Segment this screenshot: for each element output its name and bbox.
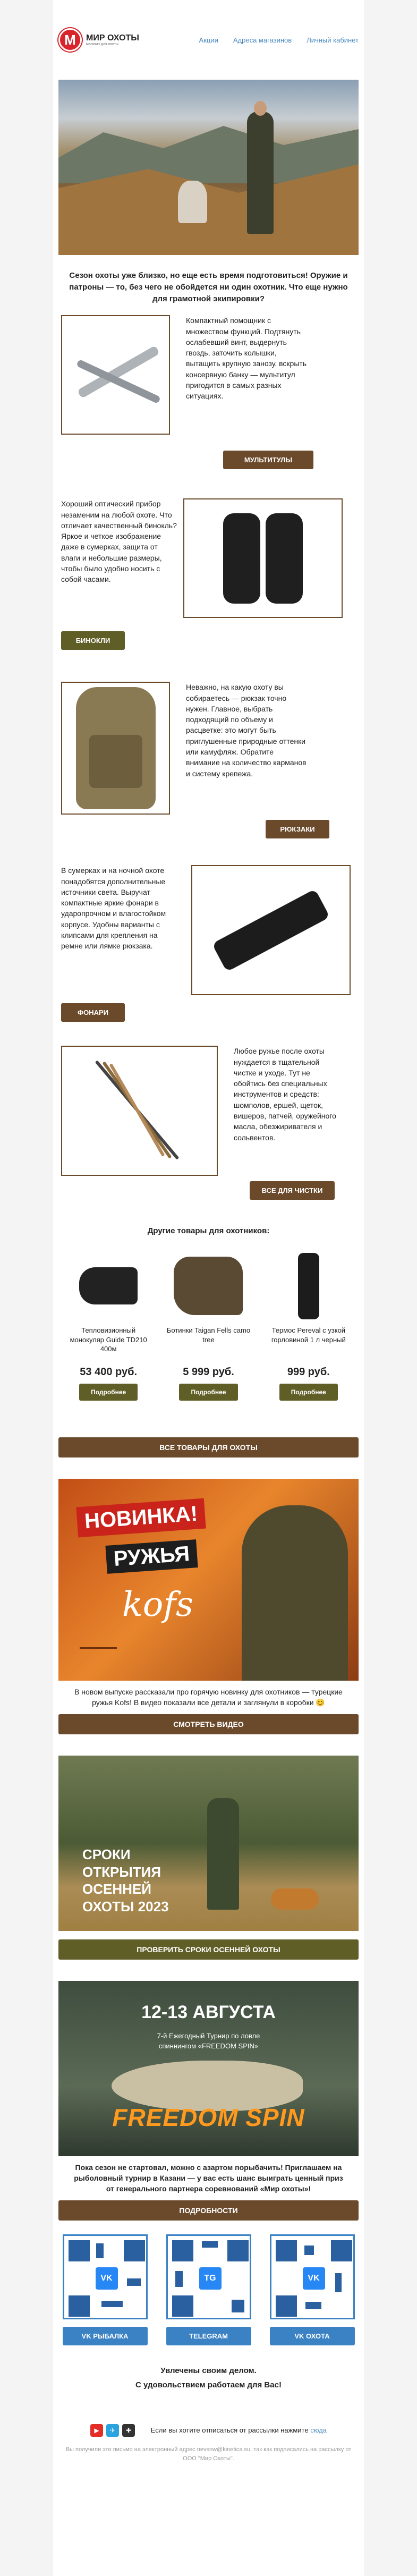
telegram-icon: TG <box>197 2265 224 2292</box>
social-links <box>90 2424 135 2437</box>
tournament-date: 12-13 АВГУСТА <box>141 2002 276 2023</box>
product-block-binoculars <box>53 498 364 682</box>
qr-code[interactable] <box>166 2234 251 2319</box>
backpacks-button[interactable]: РЮКЗАКИ <box>266 820 329 838</box>
vk-icon: VK <box>301 2265 327 2292</box>
kofs-logo: kofs <box>122 1585 193 1625</box>
flashlight-image[interactable] <box>191 865 351 995</box>
cleaning-button[interactable]: ВСЕ ДЛЯ ЧИСТКИ <box>250 1181 335 1200</box>
logo-subtitle: магазин для охоты <box>86 42 118 46</box>
product-name: Термос Pereval с узкой горловиной 1 л черный <box>271 1326 346 1344</box>
thermos-image[interactable] <box>263 1251 354 1320</box>
cleaning-text: Любое ружье после охоты нуждается в тщательной чистке и уходе. Тут не обойтись без специальных инструментов и средств: шомполов, ершей, щеток, вишеров, патчей, оружейного масла, обезжиривателя и сольвентов. <box>234 1047 336 1142</box>
thanks-text <box>53 2345 364 2392</box>
product-details-button[interactable]: Подробнее <box>79 1384 138 1401</box>
product-name: Тепловизионный монокуляр Guide TD210 400м <box>70 1326 147 1353</box>
unsubscribe-link[interactable]: сюда <box>310 2426 327 2435</box>
details-button[interactable]: ПОДРОБНОСТИ <box>58 2200 359 2221</box>
hero-image <box>58 80 359 255</box>
new-tag: НОВИНКА! <box>76 1498 206 1538</box>
vk-fishing-button[interactable]: VK РЫБАЛКА <box>63 2327 148 2345</box>
season-label: СРОКИ ОТКРЫТИЯ ОСЕННЕЙ ОХОТЫ 2023 <box>82 1846 169 1914</box>
product-price: 5 999 руб. <box>183 1366 234 1378</box>
multitool-text: Компактный помощник с множеством функций. Подтянуть ослабевший винт, выдернуть гвоздь, заточить колышки, вытащить крупную занозу, вскрыть консервную банку — мультитул пригодится в самых разных ситуациях. <box>186 316 307 401</box>
more-icon[interactable]: ✚ <box>122 2424 135 2437</box>
binoculars-text: Хороший оптический прибор незаменим на любой охоте. Что отличает качественный бинокль? Яркое и четкое изображение даже в сумерках, защита от влаги и небольшие размеры, чтобы было удобно носить с собой часами. <box>61 499 177 584</box>
product-block-backpacks <box>53 682 364 865</box>
product-details-button[interactable]: Подробнее <box>179 1384 237 1401</box>
legal-text: Вы получили это письмо на электронный адрес nevsnw@kinetica.su, так как подписались на рассылку от ООО "Мир Охоты". <box>65 2446 352 2462</box>
backpacks-text: Неважно, на какую охоту вы собираетесь — рюкзак точно нужен. Главное, выбрать подходящий по объему и расцветке: это могут быть приглушенные природные оттенки или камуфляж. Обратите внимание на количество карманов и систему крепежа. <box>186 683 307 778</box>
product-block-multitool <box>53 315 364 498</box>
fishing-tournament-banner[interactable] <box>58 1981 359 2156</box>
logo[interactable] <box>58 28 139 52</box>
product-card <box>63 1251 154 1437</box>
nav-link-account[interactable]: Личный кабинет <box>307 36 359 44</box>
nav-link-stores[interactable]: Адреса магазинов <box>233 36 292 44</box>
intro-text: Сезон охоты уже близко, но еще есть время подготовиться! Оружие и патроны — то, без чего не обойдется ни один охотник. Что еще нужно для грамотной экипировки? <box>69 271 348 303</box>
product-card <box>263 1251 354 1437</box>
nav-link-promotions[interactable]: Акции <box>199 36 218 44</box>
vk-icon: VK <box>93 2265 120 2292</box>
qr-code[interactable] <box>63 2234 148 2319</box>
dog-figure <box>271 1888 319 1910</box>
product-price: 999 руб. <box>287 1366 330 1378</box>
watch-video-button[interactable]: СМОТРЕТЬ ВИДЕО <box>58 1714 359 1734</box>
telegram-button[interactable]: TELEGRAM <box>166 2327 251 2345</box>
thanks-line-2: С удовольствием работаем для Вас! <box>135 2380 282 2390</box>
other-products-title: Другие товары для охотников: <box>147 1226 270 1236</box>
deer-icon <box>80 1612 117 1649</box>
qr-block-vk-hunting <box>270 2234 355 2345</box>
flashlights-button[interactable]: ФОНАРИ <box>61 1003 125 1022</box>
qr-block-telegram <box>166 2234 251 2345</box>
thanks-line-1: Увлечены своим делом. <box>160 2366 257 2376</box>
multitool-image[interactable] <box>61 315 170 435</box>
product-price: 53 400 руб. <box>80 1366 138 1378</box>
qr-code[interactable] <box>270 2234 355 2319</box>
fishing-caption: Пока сезон не стартовал, можно с азартом порыбачить! Приглашаем на рыболовный турнир в Казани — у вас есть шанс выиграть ценный приз от генерального партнера соревнований «Мир охоты»! <box>74 2163 343 2193</box>
unsubscribe-text: Если вы хотите отписаться от рассылки нажмите <box>150 2426 309 2435</box>
kofs-video-banner[interactable] <box>58 1479 359 1681</box>
youtube-icon[interactable]: ▶ <box>90 2424 103 2437</box>
header <box>53 0 364 80</box>
footer <box>53 2392 364 2437</box>
flashlights-text: В сумерках и на ночной охоте понадобятся дополнительные источники света. Выручат компактные яркие фонари в ударопрочном и влагостойком корпусе. Удобны варианты с клипсами для крепления на ремне или лямке рюкзака. <box>61 866 166 951</box>
other-products-list <box>53 1235 364 1437</box>
kofs-caption: В новом выпуске рассказали про горячую новинку для охотников — турецкие ружья Kofs! В видео показали все детали и заглянули в коробки 😊 <box>74 1688 343 1707</box>
guns-label: РУЖЬЯ <box>105 1539 198 1574</box>
hunter-figure <box>207 1798 239 1910</box>
product-block-flashlights <box>53 865 364 1046</box>
product-name: Ботинки Taigan Fells camo tree <box>166 1326 251 1344</box>
product-block-cleaning <box>53 1046 364 1221</box>
binoculars-button[interactable]: БИНОКЛИ <box>61 631 125 650</box>
logo-text: МИР ОХОТЫ <box>86 33 139 43</box>
backpack-image[interactable] <box>61 682 170 815</box>
vk-hunting-button[interactable]: VK ОХОТА <box>270 2327 355 2345</box>
boots-image[interactable] <box>163 1251 253 1320</box>
email-body <box>53 0 364 2576</box>
check-season-button[interactable]: ПРОВЕРИТЬ СРОКИ ОСЕННЕЙ ОХОТЫ <box>58 1939 359 1960</box>
multitools-button[interactable]: МУЛЬТИТУЛЫ <box>223 451 313 469</box>
product-card <box>163 1251 253 1437</box>
cleaning-kit-image[interactable] <box>61 1046 218 1176</box>
unsubscribe-block <box>151 2425 327 2436</box>
all-hunting-products-button[interactable]: ВСЕ ТОВАРЫ ДЛЯ ОХОТЫ <box>58 1437 359 1458</box>
qr-block-vk-fishing <box>63 2234 148 2345</box>
product-details-button[interactable]: Подробнее <box>279 1384 338 1401</box>
telegram-icon[interactable]: ✈ <box>106 2424 119 2437</box>
freedom-spin-logo: FREEDOM SPIN <box>112 2104 305 2132</box>
tournament-subtitle: 7-й Ежегодный Турнир по ловле спиннингом «FREEDOM SPIN» <box>157 2032 260 2050</box>
logo-icon: М <box>58 28 82 52</box>
binoculars-image[interactable] <box>183 498 343 618</box>
thermal-monocular-image[interactable] <box>63 1251 154 1320</box>
hunter-figure <box>242 1505 348 1681</box>
top-nav <box>199 36 359 44</box>
hunting-season-banner[interactable] <box>58 1756 359 1931</box>
qr-codes <box>53 2221 364 2345</box>
